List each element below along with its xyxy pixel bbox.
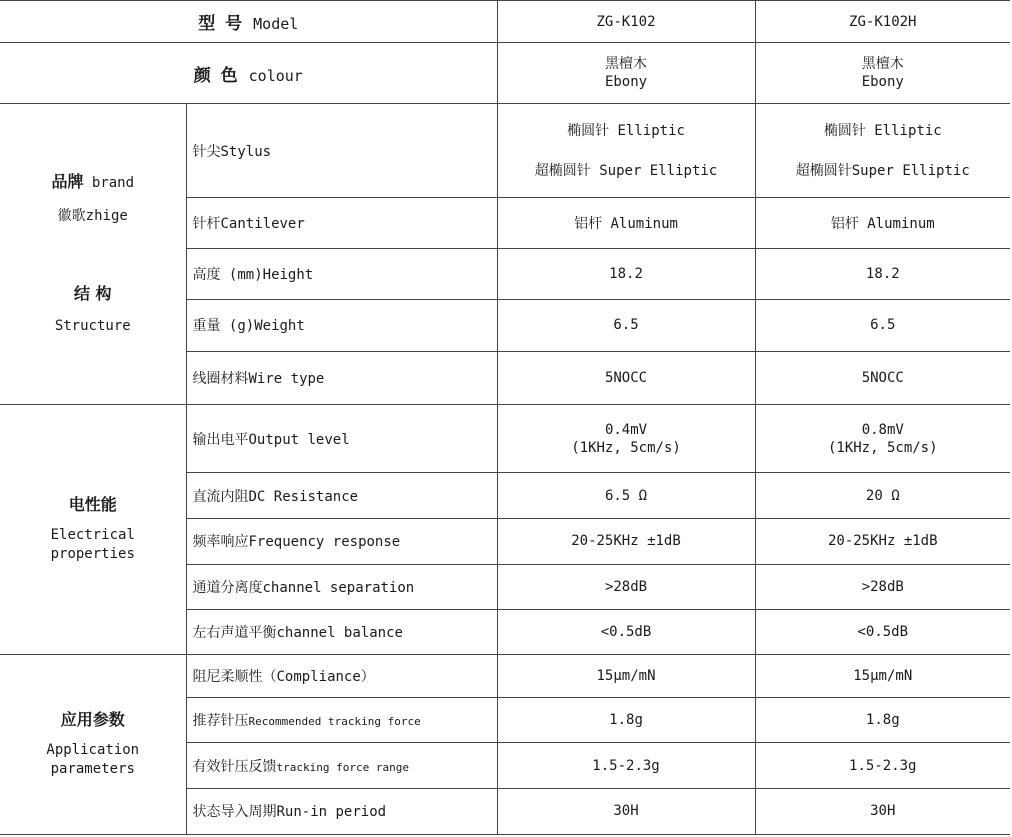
model-label-zh: 型 号 [198,14,245,35]
tracking-force-b-value: 1.8g [755,698,1010,743]
structure-section-label [0,104,186,404]
electrical-title-en-1: Electrical [50,526,135,543]
frequency-b-value: 20-25KHz ±1dB [755,519,1010,564]
tracking-force-label-zh: 推荐针压 [192,713,249,730]
electrical-title-en-2: properties [50,545,135,562]
compliance-b-value: 15μm/mN [755,655,1010,698]
compliance-a-value: 15μm/mN [497,655,755,698]
frequency-a-value: 20-25KHz ±1dB [497,519,755,564]
tracking-force-label-en: Recommended tracking force [248,715,421,729]
colour-label-en: colour [248,66,303,85]
compliance-label: 阻尼柔顺性（Compliance） [186,655,497,698]
force-range-a-value: 1.5-2.3g [497,743,755,788]
output-row [0,404,1010,472]
compliance-row [0,655,1010,698]
run-in-b-value: 30H [755,788,1010,834]
wire-a-value: 5NOCC [497,351,755,404]
frequency-label: 频率响应Frequency response [186,519,497,564]
dc-resistance-b-value: 20 Ω [755,473,1010,519]
balance-a-value: <0.5dB [497,609,755,654]
output-b-condition: (1KHz, 5cm/s) [827,439,938,456]
colour-label-zh: 颜 色 [193,65,240,86]
cantilever-a-value: 铝杆 Aluminum [497,197,755,248]
stylus-label: 针尖Stylus [186,104,497,197]
separation-label: 通道分离度channel separation [186,564,497,609]
height-label: 高度 (mm)Height [186,249,497,300]
model-a-value: ZG-K102 [497,1,755,43]
colour-b-value [755,43,1010,104]
separation-b-value: >28dB [755,564,1010,609]
cantilever-b-value: 铝杆 Aluminum [755,197,1010,248]
stylus-b-elliptic: 椭圆针 Elliptic [823,122,942,139]
stylus-b-super-elliptic: 超椭圆针Super Elliptic [795,162,970,179]
output-a-condition: (1KHz, 5cm/s) [571,439,681,456]
colour-a-en: Ebony [604,74,648,91]
colour-a-zh: 黑檀木 [605,56,648,73]
application-title-en-1: Application [46,742,140,758]
wire-b-value: 5NOCC [755,351,1010,404]
weight-a-value: 6.5 [497,300,755,351]
height-a-value: 18.2 [497,249,755,300]
tracking-force-a-value: 1.8g [497,698,755,743]
balance-b-value: <0.5dB [755,609,1010,654]
weight-label: 重量 (g)Weight [186,300,497,351]
colour-b-zh: 黑檀木 [861,56,904,73]
output-a-level: 0.4mV [604,421,648,438]
force-range-label-en: tracking force range [276,760,409,774]
output-b-value [755,404,1010,472]
dc-resistance-label: 直流内阻DC Resistance [186,473,497,519]
force-range-label [186,743,497,788]
run-in-label: 状态导入周期Run-in period [186,788,497,834]
application-section-label [0,655,186,835]
model-b-value: ZG-K102H [755,1,1010,43]
model-label [0,1,497,43]
stylus-b-value [755,104,1010,197]
balance-label: 左右声道平衡channel balance [186,609,497,654]
output-b-level: 0.8mV [861,421,904,438]
output-label: 输出电平Output level [186,404,497,472]
stylus-a-value [497,104,755,197]
structure-title-en: Structure [54,318,131,335]
weight-b-value: 6.5 [755,300,1010,351]
brand-name: 徽歌zhige [57,208,128,225]
height-b-value: 18.2 [755,249,1010,300]
structure-title-zh: 结 构 [73,284,112,304]
brand-label-en: brand [91,175,135,192]
model-row [0,1,1010,43]
stylus-a-super-elliptic: 超椭圆针 Super Elliptic [534,162,718,179]
run-in-a-value: 30H [497,788,755,834]
application-title-zh: 应用参数 [60,710,125,729]
wire-label: 线圈材料Wire type [186,351,497,404]
colour-label [0,43,497,104]
brand-label-zh: 品牌 [51,172,84,192]
stylus-row [0,104,1010,197]
output-a-value [497,404,755,472]
model-label-en: Model [253,15,299,34]
tracking-force-label [186,698,497,743]
force-range-b-value: 1.5-2.3g [755,743,1010,788]
electrical-title-zh: 电性能 [68,494,117,514]
dc-resistance-a-value: 6.5 Ω [497,473,755,519]
separation-a-value: >28dB [497,564,755,609]
stylus-a-elliptic: 椭圆针 Elliptic [567,122,685,139]
colour-b-en: Ebony [861,74,904,91]
application-title-en-2: parameters [50,761,135,777]
colour-row [0,43,1010,104]
electrical-section-label [0,404,186,654]
cantilever-label: 针杆Cantilever [186,197,497,248]
colour-a-value [497,43,755,104]
force-range-label-zh: 有效针压反馈 [192,758,277,775]
